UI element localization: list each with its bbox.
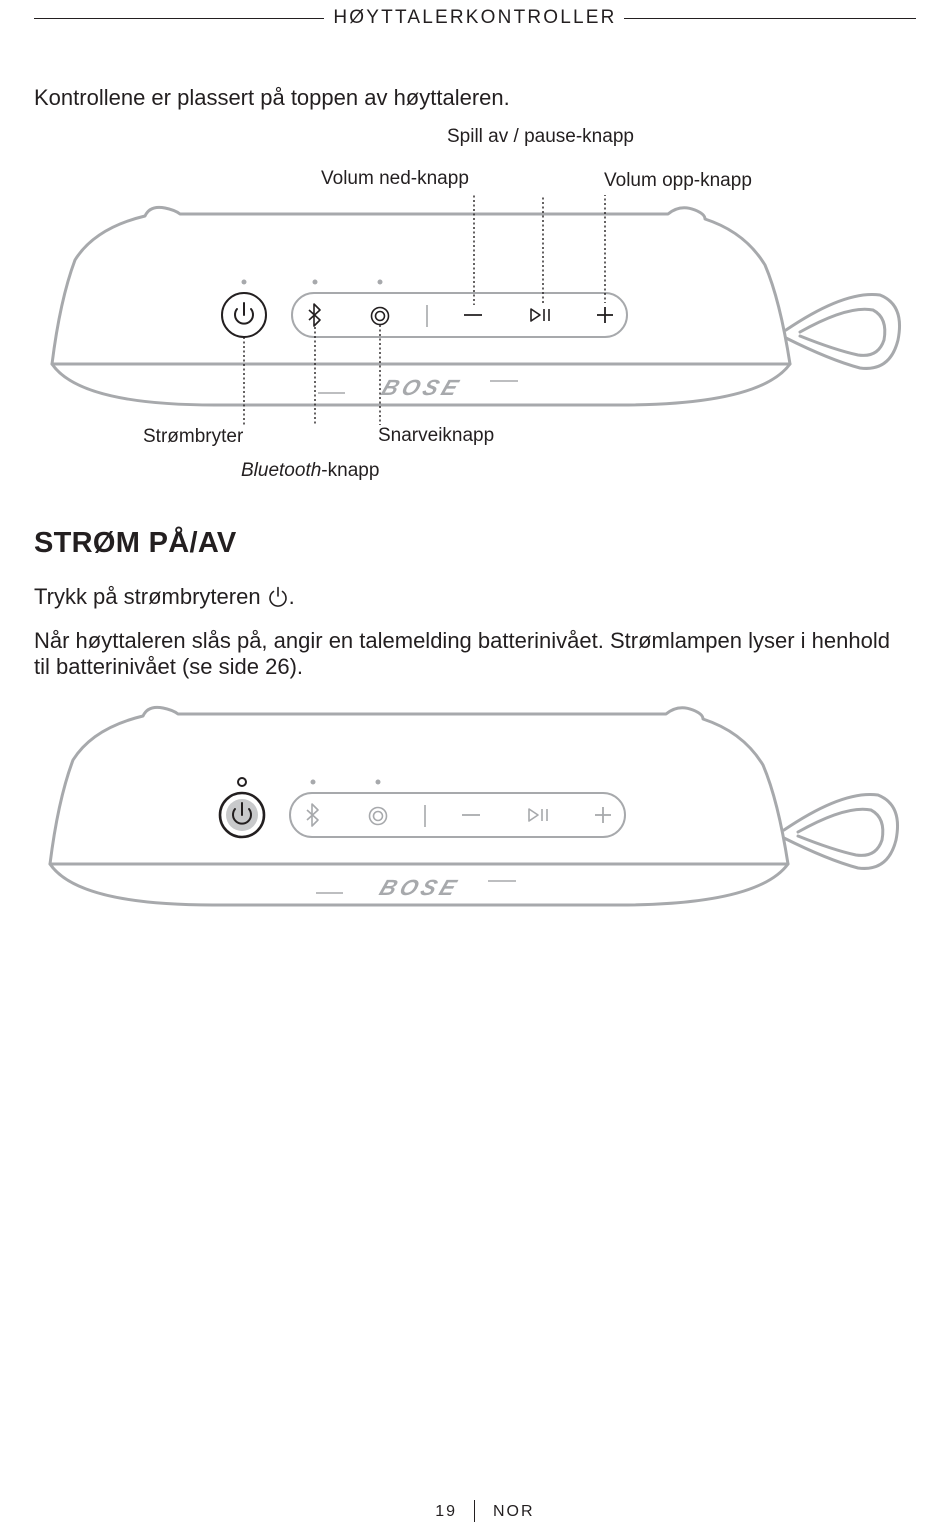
power-instruction-end: . <box>288 584 295 609</box>
header-rule-left <box>34 18 324 19</box>
power-led-on <box>238 778 246 786</box>
callout-play-pause: Spill av / pause-knapp <box>447 126 634 147</box>
footer-separator <box>474 1500 475 1522</box>
power-led <box>242 280 247 285</box>
speaker-power-diagram <box>0 695 950 925</box>
power-instruction-text: Trykk på strømbryteren <box>34 584 267 609</box>
page-header <box>34 6 916 30</box>
speaker-loop-inner <box>798 809 883 855</box>
section-heading: STRØM PÅ/AV <box>34 527 237 559</box>
header-rule-right <box>624 18 916 19</box>
control-panel-inactive <box>290 780 625 838</box>
battery-info-text: Når høyttaleren slås på, angir en talemelding batterinivået. Strømlampen lyser i henhold til batterinivået (se side 26). <box>34 628 890 679</box>
play-pause-icon <box>529 809 538 821</box>
shortcut-led <box>378 280 383 285</box>
speaker-body-outline <box>50 707 788 864</box>
control-pill <box>292 293 627 337</box>
control-panel <box>292 280 627 338</box>
shortcut-icon <box>372 308 389 325</box>
logo-text: BOSE <box>378 374 466 400</box>
power-button-group <box>222 280 266 338</box>
callout-volume-up: Volum opp-knapp <box>604 170 752 191</box>
bluetooth-brand: Bluetooth <box>241 460 322 481</box>
speaker-logo <box>316 875 516 900</box>
language-code: NOR <box>493 1503 535 1520</box>
speaker-controls-diagram <box>0 195 950 425</box>
callout-bluetooth <box>241 460 379 482</box>
page-number: 19 <box>435 1503 457 1520</box>
shortcut-icon <box>370 808 387 825</box>
header-title: HØYTTALERKONTROLLER <box>333 7 617 28</box>
power-instruction <box>34 584 295 610</box>
bluetooth-icon <box>309 304 320 326</box>
intro-text: Kontrollene er plassert på toppen av høyttaleren. <box>34 85 510 110</box>
speaker-loop-inner <box>800 309 885 355</box>
callout-shortcut: Snarveiknapp <box>378 425 495 446</box>
speaker-logo <box>318 375 518 400</box>
logo-text: BOSE <box>376 874 464 900</box>
callout-volume-down: Volum ned-knapp <box>321 168 469 189</box>
play-pause-icon <box>531 309 540 321</box>
bluetooth-led <box>313 280 318 285</box>
callout-power: Strømbryter <box>143 426 244 447</box>
speaker-body-outline <box>52 207 790 364</box>
page-footer <box>0 1500 950 1524</box>
inline-power-icon <box>267 585 289 607</box>
power-button-pressed <box>220 778 264 837</box>
bluetooth-icon <box>307 804 318 826</box>
bluetooth-suffix: -knapp <box>321 460 380 481</box>
